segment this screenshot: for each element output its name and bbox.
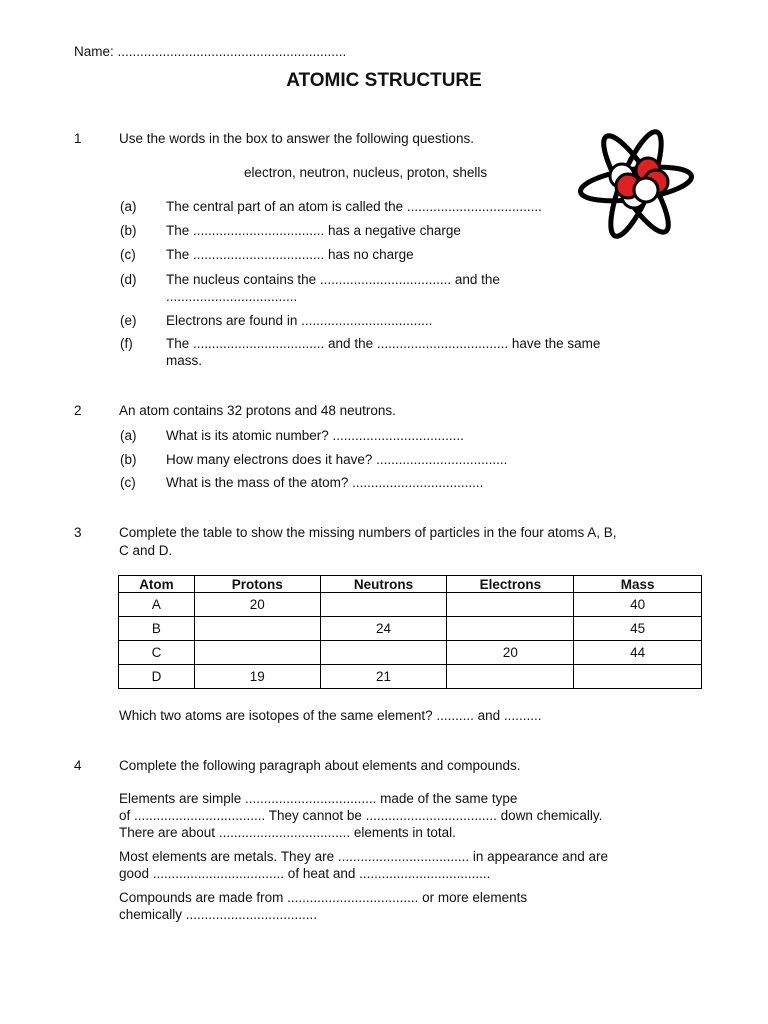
question-3-line1: Complete the table to show the missing numbers of particles in the four atoms A, B, xyxy=(119,525,617,540)
q2-part-c-text: What is the mass of the atom? ................................... xyxy=(166,475,484,490)
paragraph-line: chemically ................................... xyxy=(119,907,318,922)
q1-part-a-text: The central part of an atom is called the .................................... xyxy=(166,199,542,214)
q1-part-f-label: (f) xyxy=(120,336,133,351)
question-1-number: 1 xyxy=(74,131,82,146)
question-4-number: 4 xyxy=(74,758,82,773)
q2-part-b-label: (b) xyxy=(120,452,137,467)
q1-part-f-line1: The ................................... and the ................................... have the same xyxy=(166,336,601,351)
table-row xyxy=(119,593,702,617)
cell-mass[interactable]: 40 xyxy=(574,593,702,617)
question-1-text: Use the words in the box to answer the following questions. xyxy=(119,131,474,146)
cell-neutrons[interactable]: 21 xyxy=(320,665,447,689)
cell-atom: D xyxy=(119,665,195,689)
table-row xyxy=(119,641,702,665)
question-2-number: 2 xyxy=(74,403,82,418)
q1-part-d-line2: ................................... xyxy=(166,289,298,304)
paragraph-line: Elements are simple ................................... made of the same type xyxy=(119,791,518,806)
header-mass: Mass xyxy=(574,576,702,593)
cell-mass[interactable]: 44 xyxy=(574,641,702,665)
table-row xyxy=(119,617,702,641)
q1-part-e-label: (e) xyxy=(120,313,137,328)
question-2-text: An atom contains 32 protons and 48 neutrons. xyxy=(119,403,396,418)
q1-part-a-label: (a) xyxy=(120,199,137,214)
cell-electrons[interactable] xyxy=(447,665,574,689)
q1-part-b-label: (b) xyxy=(120,223,137,238)
q1-part-c-text: The ................................... has no charge xyxy=(166,247,414,262)
cell-neutrons[interactable] xyxy=(320,593,447,617)
q1-part-f-line2: mass. xyxy=(166,353,203,368)
cell-mass[interactable]: 45 xyxy=(574,617,702,641)
paragraph-line: Most elements are metals. They are ................................... in appearance and are xyxy=(119,849,608,864)
q2-part-a-text: What is its atomic number? ................................... xyxy=(166,428,464,443)
name-field-label: Name: ............................................................. xyxy=(74,44,347,59)
q1-part-d-line1: The nucleus contains the ................................... and the xyxy=(166,272,500,287)
q2-part-b-text: How many electrons does it have? ................................... xyxy=(166,452,508,467)
cell-neutrons[interactable] xyxy=(320,641,447,665)
cell-atom: B xyxy=(119,617,195,641)
cell-electrons[interactable] xyxy=(447,617,574,641)
q1-part-e-text: Electrons are found in ................................... xyxy=(166,313,433,328)
q2-part-a-label: (a) xyxy=(120,428,137,443)
header-electrons: Electrons xyxy=(447,576,574,593)
cell-mass[interactable] xyxy=(574,665,702,689)
paragraph-line: good ................................... of heat and ................................... xyxy=(119,866,491,881)
cell-atom: C xyxy=(119,641,195,665)
cell-electrons[interactable]: 20 xyxy=(447,641,574,665)
cell-protons[interactable]: 19 xyxy=(194,665,320,689)
atom-diagram-icon xyxy=(576,124,696,244)
particles-table xyxy=(118,575,702,689)
q2-part-c-label: (c) xyxy=(120,475,136,490)
paragraph-line: Compounds are made from ................................... or more elements xyxy=(119,890,528,905)
cell-protons[interactable] xyxy=(194,641,320,665)
header-atom: Atom xyxy=(119,576,195,593)
page-title: ATOMIC STRUCTURE xyxy=(286,70,482,91)
q1-part-d-label: (d) xyxy=(120,272,137,287)
table-header-row xyxy=(119,576,702,593)
cell-electrons[interactable] xyxy=(447,593,574,617)
header-protons: Protons xyxy=(194,576,320,593)
cell-atom: A xyxy=(119,593,195,617)
header-neutrons: Neutrons xyxy=(320,576,447,593)
isotopes-question: Which two atoms are isotopes of the same element? .......... and .......... xyxy=(119,708,542,723)
paragraph-line: There are about ................................... elements in total. xyxy=(119,825,456,840)
q1-part-b-text: The ................................... has a negative charge xyxy=(166,223,461,238)
question-4-text: Complete the following paragraph about elements and compounds. xyxy=(119,758,521,773)
cell-protons[interactable] xyxy=(194,617,320,641)
question-3-line2: C and D. xyxy=(119,543,173,558)
cell-protons[interactable]: 20 xyxy=(194,593,320,617)
cell-neutrons[interactable]: 24 xyxy=(320,617,447,641)
q1-part-c-label: (c) xyxy=(120,247,136,262)
paragraph-line: of ................................... They cannot be ................................... down chemically. xyxy=(119,808,603,823)
table-row xyxy=(119,665,702,689)
word-box: electron, neutron, nucleus, proton, shells xyxy=(244,165,488,180)
question-3-number: 3 xyxy=(74,525,82,540)
